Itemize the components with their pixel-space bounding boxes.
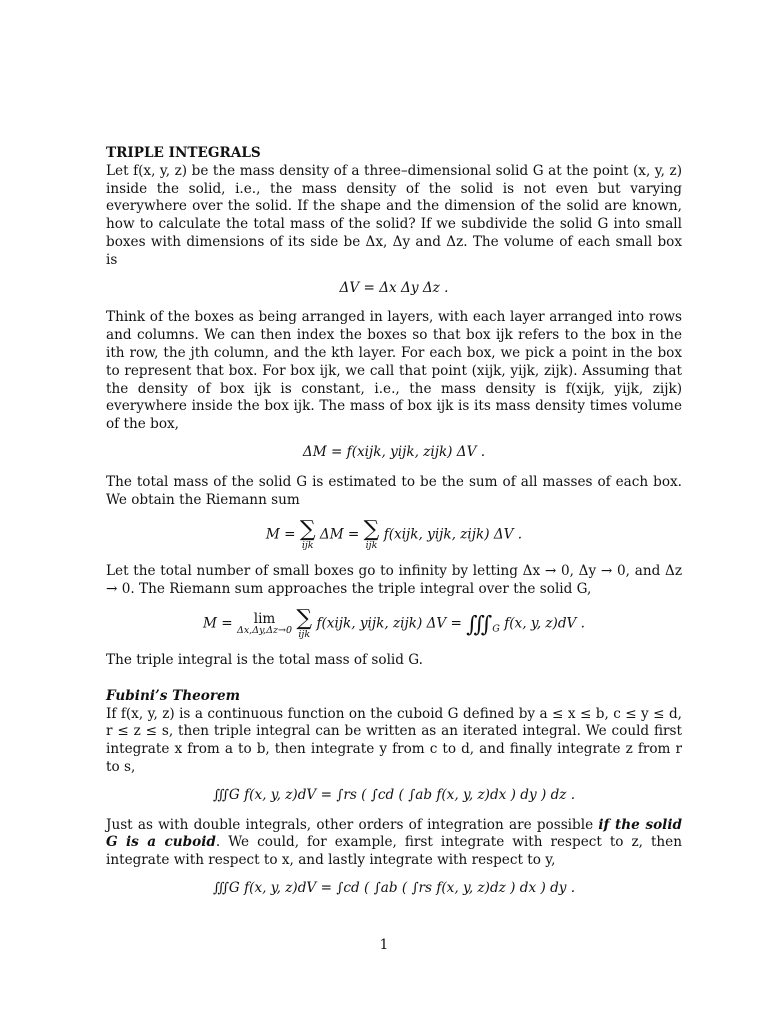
equation-limit xyxy=(106,608,682,640)
theorem-heading: Fubini’s Theorem xyxy=(106,687,241,704)
equation-fubini-2: ∭G f(x, y, z)dV = ∫cd ( ∫ab ( ∫rs f(x, y, z)dz ) dx ) dy . xyxy=(212,879,576,896)
equation-volume: ΔV = Δx Δy Δz . xyxy=(339,279,449,296)
eq3-lhs: M = xyxy=(265,526,296,543)
sum-symbol-3: ∑ ijk xyxy=(296,606,313,641)
equation-fubini-1: ∭G f(x, y, z)dV = ∫rs ( ∫cd ( ∫ab f(x, y, z)dx ) dy ) dz . xyxy=(212,786,576,803)
document-page xyxy=(106,145,682,910)
paragraph-intro: Let f(x, y, z) be the mass density of a three–dimensional solid G at the point (x, y, z) inside the solid, i.e., the mass density of the solid is not even but varying everywhere over the solid. If the shape and the dimension of the solid are known, how to calculate the total mass of the solid? If we subdivide the solid G into small boxes with dimensions of its side be Δx, Δy and Δz. The volume of each small box is xyxy=(106,162,682,268)
page-number: 1 xyxy=(379,937,389,953)
equation-mass-box: ΔM = f(xijk, yijk, zijk) ΔV . xyxy=(302,443,486,460)
eq4-mid: f(xijk, yijk, zijk) ΔV = xyxy=(316,615,462,632)
eq4-lhs: M = xyxy=(203,615,233,632)
paragraph-boxes: Think of the boxes as being arranged in layers, with each layer arranged into rows and columns. We can then index the boxes so that box ijk refers to the box in the ith row, the jth column, and the kth layer. For each box, we pick a point in the box to represent that box. For box ijk, we call that point (xijk, yijk, zijk). Assuming that the density of box ijk is constant, i.e., the mass density is f(xijk, yijk, zijk) everywhere inside the box ijk. The mass of box ijk is its mass density times volume of the box, xyxy=(106,309,682,433)
paragraph-riemann: The total mass of the solid G is estimated to be the sum of all masses of each box. We obtain the Riemann sum xyxy=(106,473,682,508)
sum-index-3: ijk xyxy=(298,629,311,641)
paragraph-fubini: If f(x, y, z) is a continuous function on the cuboid G defined by a ≤ x ≤ b, c ≤ y ≤ d, r ≤ z ≤ s, then triple integral can be written as an iterated integral. We could first integrate x from a to b, then integrate y from c to d, and finally integrate z from r to s, xyxy=(106,705,682,775)
sum-index-2: ijk xyxy=(365,540,378,552)
paragraph-order xyxy=(106,817,682,870)
eq4-rhs: f(x, y, z)dV . xyxy=(504,615,585,632)
eq3-rhs: f(xijk, yijk, zijk) ΔV . xyxy=(383,526,523,543)
integral-region: G xyxy=(492,623,500,635)
paragraph-total-mass: The triple integral is the total mass of solid G. xyxy=(106,651,423,668)
lim-text: lim xyxy=(253,610,276,627)
order-text-a: Just as with double integrals, other orders of integration are possible xyxy=(106,816,599,833)
order-text-c: . We could, for example, first integrate with respect to z, then integrate with respect to x, and lastly integrate with respect to y, xyxy=(106,834,682,869)
paragraph-limit: Let the total number of small boxes go to infinity by letting Δx → 0, Δy → 0, and Δz → 0. The Riemann sum approaches the triple integral over the solid G, xyxy=(106,562,682,597)
triple-integral-symbol: ∭ xyxy=(466,612,493,638)
section-title: TRIPLE INTEGRALS xyxy=(106,145,261,161)
limit-block xyxy=(236,610,293,637)
equation-riemann-sum xyxy=(106,519,682,551)
order-emphasis: if the solid G is a cuboid xyxy=(106,816,683,851)
sum-symbol: ∑ ijk xyxy=(299,517,316,552)
sum-symbol-2: ∑ ijk xyxy=(363,517,380,552)
sum-index: ijk xyxy=(301,540,314,552)
lim-subscript: Δx,Δy,Δz→0 xyxy=(236,625,293,637)
eq3-mid: ΔM = xyxy=(319,526,360,543)
